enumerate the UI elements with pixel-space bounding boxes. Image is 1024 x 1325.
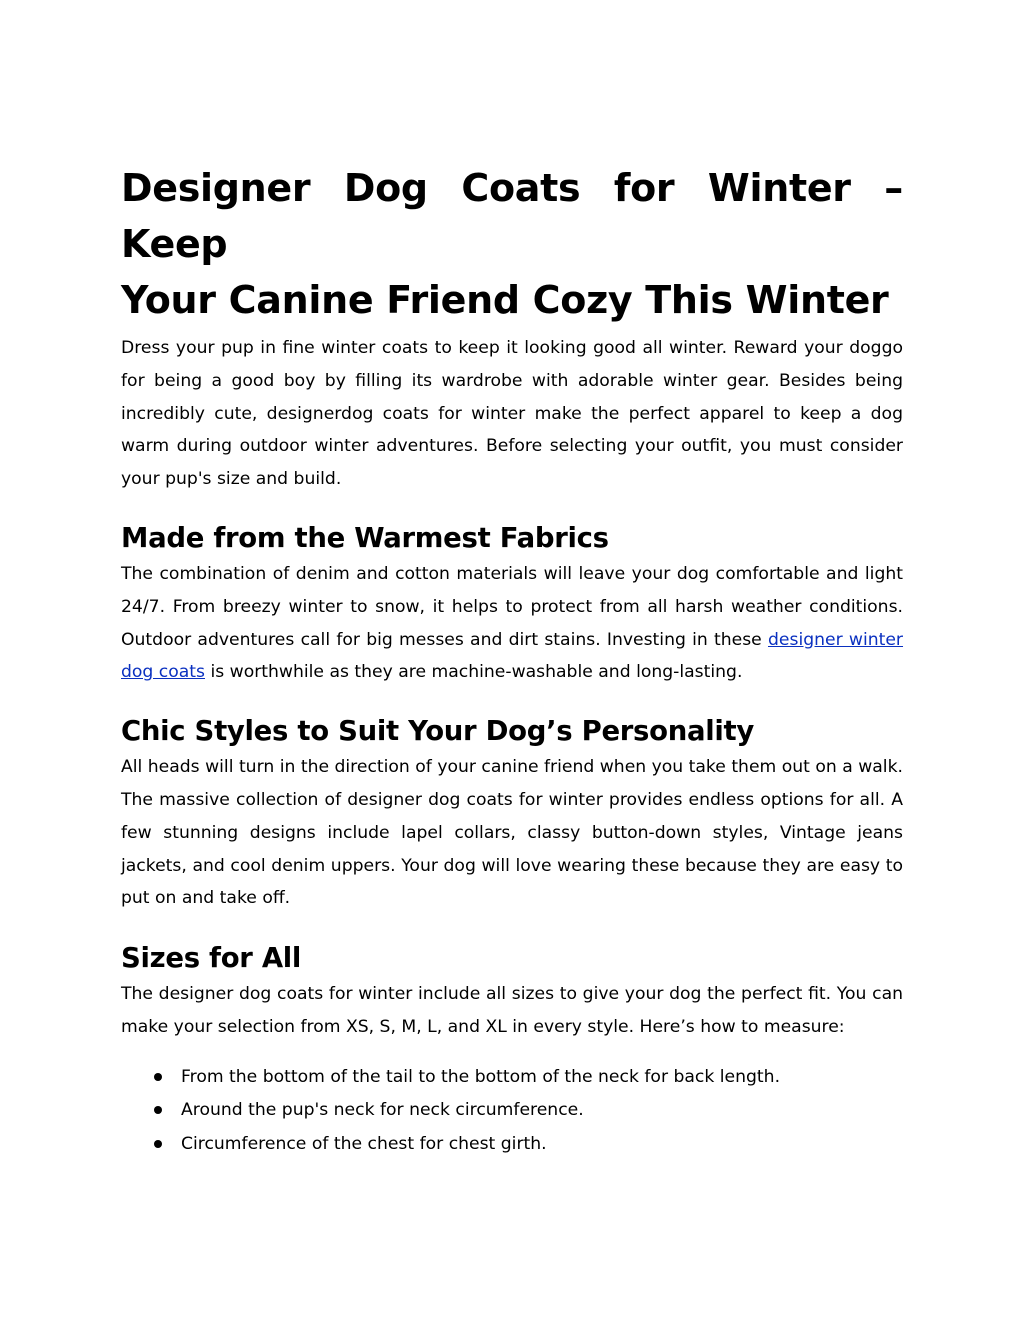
sizes-paragraph: The designer dog coats for winter include all sizes to give your dog the perfect fit. You can make your selection from XS, S, M, L, and XL in every style. Here’s how to measure: — [121, 984, 903, 1037]
section-heading-styles: Chic Styles to Suit Your Dog’s Personality — [121, 715, 754, 748]
section-heading-sizes: Sizes for All — [121, 942, 302, 975]
fabrics-paragraph — [121, 558, 903, 689]
page-title-line-2: Your Canine Friend Cozy This Winter — [121, 278, 889, 322]
page-title-line-1: Designer Dog Coats for Winter – Keep — [121, 166, 903, 266]
page-title — [121, 160, 903, 328]
bullet-icon — [154, 1140, 162, 1148]
list-item-text: Circumference of the chest for chest girth. — [181, 1133, 547, 1154]
designer-winter-dog-coats-link[interactable]: designer winter dog coats — [121, 629, 904, 683]
bullet-icon — [154, 1073, 162, 1081]
list-item-text: From the bottom of the tail to the bottom of the neck for back length. — [181, 1066, 781, 1087]
list-item — [121, 1128, 903, 1162]
bullet-icon — [154, 1106, 162, 1114]
fabrics-text-after-link: is worthwhile as they are machine-washable and long-lasting. — [205, 662, 743, 683]
section-heading-fabrics: Made from the Warmest Fabrics — [121, 521, 609, 554]
styles-paragraph: All heads will turn in the direction of your canine friend when you take them out on a walk. The massive collection of designer dog coats for winter provides endless options for all. A few stunning designs include lapel collars, classy button-down styles, Vintage jeans jackets, and cool denim uppers. Your dog will love wearing these because they are easy to put on and take off. — [121, 757, 903, 909]
intro-paragraph: Dress your pup in fine winter coats to keep it looking good all winter. Reward your doggo for being a good boy by filling its wardrobe with adorable winter gear. Besides being incredibly cute, designerdog coats for winter make the perfect apparel to keep a dog warm during outdoor winter adventures. Before selecting your outfit, you must consider your pup's size and build. — [121, 338, 903, 490]
list-item-text: Around the pup's neck for neck circumference. — [181, 1100, 584, 1121]
list-item — [121, 1094, 903, 1128]
document-page — [121, 160, 903, 1161]
list-item — [121, 1061, 903, 1095]
measurement-list — [121, 1061, 903, 1162]
fabrics-text-before-link: The combination of denim and cotton materials will leave your dog comfortable and light 24/7. From breezy winter to snow, it helps to protect from all harsh weather conditions. Outdoor adventures call for big messes and dirt stains. Investing in these — [121, 563, 903, 650]
